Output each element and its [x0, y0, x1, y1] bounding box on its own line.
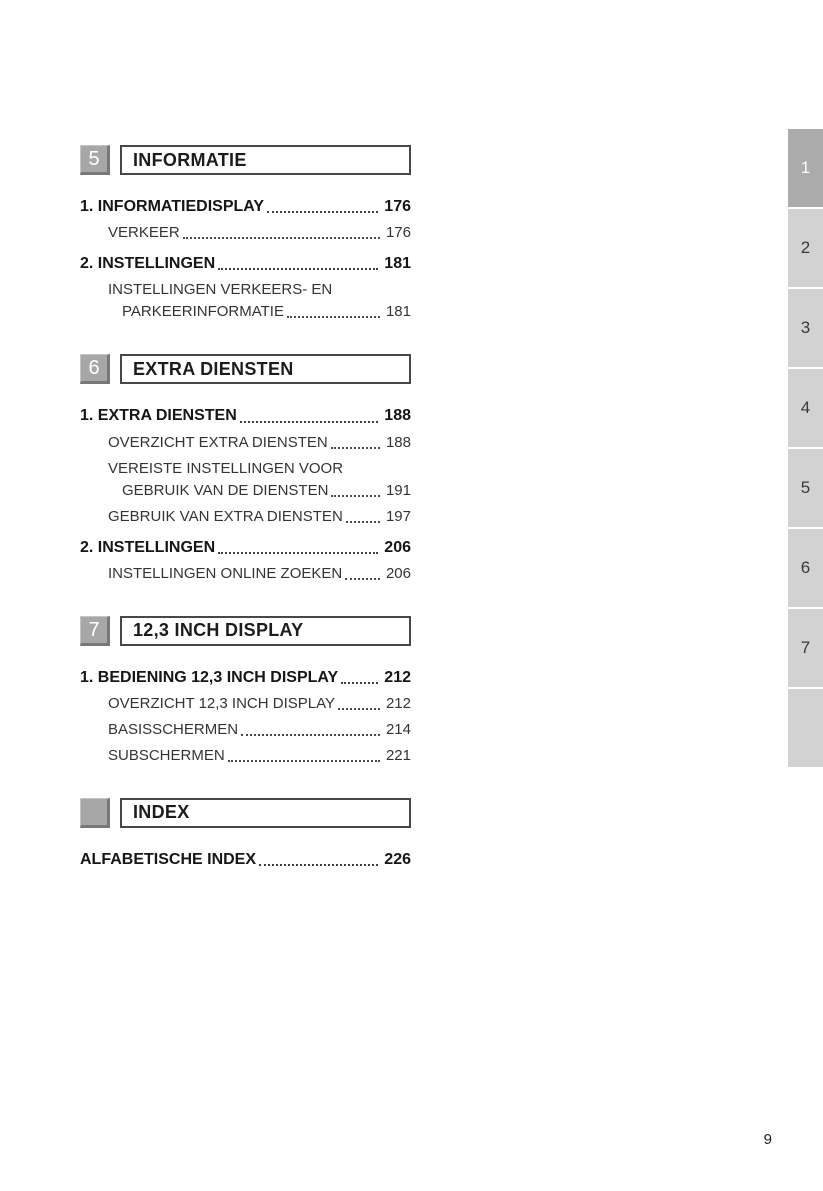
- chapter-tab-6[interactable]: 6: [788, 529, 823, 607]
- toc-entry-page: 197: [385, 507, 411, 525]
- chapter-tab-4[interactable]: 4: [788, 369, 823, 447]
- toc-entry-page: 181: [385, 303, 411, 321]
- section-title: EXTRA DIENSTEN: [120, 354, 411, 384]
- toc-entry-label: SUBSCHERMEN: [108, 746, 225, 764]
- chapter-tab-rail: [788, 129, 823, 769]
- section-header: [80, 616, 411, 646]
- toc-entry-page: 226: [384, 850, 411, 868]
- toc-entry-page: 206: [385, 564, 411, 582]
- dot-leader: [331, 495, 380, 497]
- toc-entry[interactable]: [80, 850, 411, 869]
- toc-entry[interactable]: [80, 508, 411, 526]
- section-header: [80, 798, 411, 828]
- dot-leader: [331, 447, 380, 449]
- toc-section: [80, 616, 411, 765]
- dot-leader: [346, 521, 380, 523]
- toc-entry-page: 191: [385, 481, 411, 499]
- toc-entry-label: BASISSCHERMEN: [108, 720, 239, 738]
- toc-content: [80, 145, 411, 902]
- dot-leader: [259, 864, 378, 866]
- toc-entry[interactable]: [80, 747, 411, 765]
- chapter-tab-3[interactable]: 3: [788, 289, 823, 367]
- chapter-number-badge: 6: [80, 354, 110, 384]
- section-title: INFORMATIE: [120, 145, 411, 175]
- toc-entry-page: 188: [384, 407, 411, 425]
- toc-entry[interactable]: [80, 197, 411, 216]
- toc-entry-page: 176: [384, 198, 411, 215]
- dot-leader: [341, 682, 378, 684]
- chapter-tab-1[interactable]: 1: [788, 129, 823, 207]
- toc-entry-page: 212: [384, 668, 411, 686]
- toc-section: [80, 145, 411, 321]
- toc-entry[interactable]: [80, 254, 411, 273]
- toc-entry[interactable]: [80, 695, 411, 713]
- section-header: [80, 354, 411, 384]
- toc-entry[interactable]: [80, 721, 411, 739]
- toc-entry-page: 214: [385, 720, 411, 738]
- page-number: 9: [763, 1131, 772, 1148]
- toc-entry-label: 1. EXTRA DIENSTEN: [80, 407, 237, 425]
- toc-entry[interactable]: [80, 668, 411, 687]
- toc-entry[interactable]: [80, 538, 411, 557]
- chapter-number-badge: 7: [80, 616, 110, 646]
- dot-leader: [218, 552, 378, 554]
- section-header: [80, 145, 411, 175]
- toc-entry-label: VEREISTE INSTELLINGEN VOOR: [108, 459, 344, 477]
- toc-entry-label: INSTELLINGEN VERKEERS- EN: [108, 281, 333, 299]
- toc-entry-page: 221: [385, 746, 411, 764]
- toc-entry-label: 2. INSTELLINGEN: [80, 538, 216, 556]
- dot-leader: [345, 578, 380, 580]
- dot-leader: [183, 237, 380, 239]
- toc-entry-label: OVERZICHT EXTRA DIENSTEN: [108, 433, 328, 451]
- toc-entry-label: VERKEER: [108, 224, 180, 242]
- toc-entry-page: 206: [384, 538, 411, 556]
- toc-entry-page: 181: [384, 255, 411, 273]
- chapter-tab-blank[interactable]: [788, 689, 823, 767]
- toc-entry-label: 1. INFORMATIEDISPLAY: [80, 198, 265, 215]
- chapter-number-badge: 5: [80, 145, 110, 175]
- section-title: 12,3 INCH DISPLAY: [120, 616, 411, 646]
- chapter-number-badge: [80, 798, 110, 828]
- dot-leader: [241, 734, 380, 736]
- toc-entry[interactable]: [80, 460, 411, 500]
- dot-leader: [287, 316, 380, 318]
- toc-entry-label: GEBRUIK VAN EXTRA DIENSTEN: [108, 507, 343, 525]
- chapter-tab-5[interactable]: 5: [788, 449, 823, 527]
- toc-entry[interactable]: [80, 224, 411, 242]
- toc-entry-label-line2: PARKEERINFORMATIE: [122, 303, 284, 321]
- toc-entry-page: 188: [385, 433, 411, 451]
- toc-entry-label: ALFABETISCHE INDEX: [80, 850, 257, 868]
- toc-entry[interactable]: [80, 434, 411, 452]
- toc-entry-label: 1. BEDIENING 12,3 INCH DISPLAY: [80, 668, 339, 686]
- toc-entry-label: OVERZICHT 12,3 INCH DISPLAY: [108, 694, 336, 712]
- toc-entry[interactable]: [80, 565, 411, 583]
- toc-entry-label-line2: GEBRUIK VAN DE DIENSTEN: [122, 481, 329, 499]
- dot-leader: [338, 708, 380, 710]
- toc-entry[interactable]: [80, 406, 411, 425]
- dot-leader: [218, 268, 378, 270]
- toc-entry-page: 176: [385, 224, 411, 242]
- toc-entry[interactable]: [80, 281, 411, 321]
- toc-entry-label: 2. INSTELLINGEN: [80, 255, 216, 273]
- dot-leader: [228, 760, 380, 762]
- toc-entry-page: 212: [385, 694, 411, 712]
- dot-leader: [240, 421, 379, 423]
- toc-section: [80, 354, 411, 582]
- chapter-tab-7[interactable]: 7: [788, 609, 823, 687]
- dot-leader: [267, 211, 378, 213]
- toc-entry-label: INSTELLINGEN ONLINE ZOEKEN: [108, 564, 343, 582]
- chapter-tab-2[interactable]: 2: [788, 209, 823, 287]
- section-title: INDEX: [120, 798, 411, 828]
- toc-section: [80, 798, 411, 869]
